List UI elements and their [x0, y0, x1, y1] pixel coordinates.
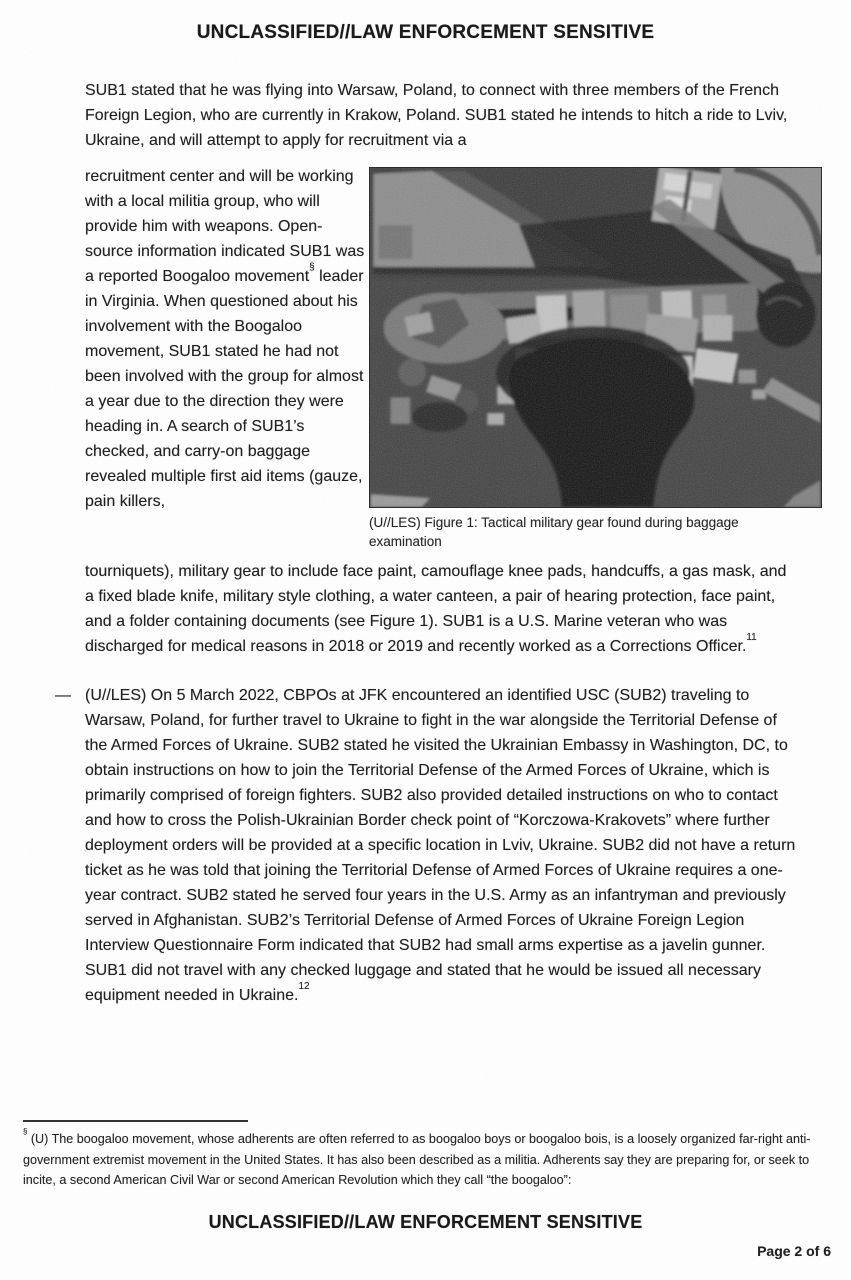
paragraph-text: tourniquets), military gear to include face paint, camouflage knee pads, handcuffs, a gas mask, and a fixed blade knife, military style clothing, a water canteen, a pair of hearing protection, face paint, and a folder containing documents (see Figure 1). SUB1 is a U.S. Marine veteran who was discharged for medical reasons in 2018 or 2019 and recently worked as a Corrections Officer. [85, 563, 787, 655]
page-number: Page 2 of 6 [757, 1243, 831, 1259]
paragraph-sub2 [55, 683, 797, 1008]
footnote-marker: § [23, 1127, 28, 1137]
header-classification-banner: UNCLASSIFIED//LAW ENFORCEMENT SENSITIVE [196, 22, 655, 43]
footnote-divider [23, 1120, 248, 1122]
paragraph-sub1-continued [85, 559, 797, 659]
document-body [0, 78, 851, 1008]
footnote-body: (U) The boogaloo movement, whose adherents are often referred to as boogaloo boys or boogaloo bois, is a loosely organized far-right anti-government extremist movement in the United States. It has also been described as a militia. Adherents say they are preparing for, or seek to incite, a second American Civil War or second American Revolution which they call “the boogaloo”: [23, 1132, 811, 1187]
footer-classification-banner: UNCLASSIFIED//LAW ENFORCEMENT SENSITIVE [208, 1212, 643, 1232]
footnote-reference-12: 12 [298, 981, 310, 993]
paragraph-text: recruitment center and will be working with a local militia group, who will provide him with weapons. Open-source information indicated SUB1 was a reported Boogaloo movement [85, 168, 365, 285]
paragraph-text: SUB1 stated that he was flying into Warsaw, Poland, to connect with three members of the French Foreign Legion, who are currently in Krakow, Poland. SUB1 stated he intends to hitch a ride to Lviv, Ukraine, and will attempt to apply for recruitment via a [85, 82, 788, 149]
footnote-reference-section: § [309, 262, 315, 274]
paragraph-sub1-wrapped [85, 164, 369, 514]
footnote-block [23, 1120, 828, 1191]
figure1 [369, 167, 822, 551]
footnote-text [23, 1129, 828, 1191]
bullet-dash: — [55, 687, 71, 704]
paragraph-text: (U//LES) On 5 March 2022, CBPOs at JFK encountered an identified USC (SUB2) traveling to Warsaw, Poland, for further travel to Ukraine to fight in the war alongside the Territorial Defense of the Armed Forces of Ukraine. SUB2 stated he visited the Ukrainian Embassy in Washington, DC, to obtain instructions on how to join the Territorial Defense of the Armed Forces of Ukraine, which is primarily comprised of foreign fighters. SUB2 also provided detailed instructions on who to contact and how to cross the Polish-Ukrainian Border check point of “Korczowa-Krakovets” where further deployment orders will be provided at a specific location in Lviv, Ukraine. SUB2 did not have a return ticket as he was told that joining the Territorial Defense of Armed Forces of Ukraine requires a one-year contract. SUB2 stated he served four years in the U.S. Army as an infantryman and previously served in Afghanistan. SUB2’s Territorial Defense of Armed Forces of Ukraine Foreign Legion Interview Questionnaire Form indicated that SUB2 had small arms expertise as a javelin gunner. SUB1 did not travel with any checked luggage and stated that he would be issued all necessary equipment needed in Ukraine. [85, 687, 796, 1004]
figure1-caption: (U//LES) Figure 1: Tactical military gear found during baggage examination [369, 515, 739, 549]
tactical-gear-photo [370, 168, 821, 507]
figure1-photo [369, 167, 822, 508]
text-and-figure-row [85, 164, 822, 551]
paragraph-text: leader in Virginia. When questioned about his involvement with the Boogaloo movement, SUB1 stated he had not been involved with the group for almost a year due to the direction they were heading in. A search of SUB1’s checked, and carry-on baggage revealed multiple first aid items (gauze, pain killers, [85, 268, 364, 510]
footnote-reference-11: 11 [746, 632, 757, 644]
paragraph-sub1-intro [85, 78, 797, 153]
